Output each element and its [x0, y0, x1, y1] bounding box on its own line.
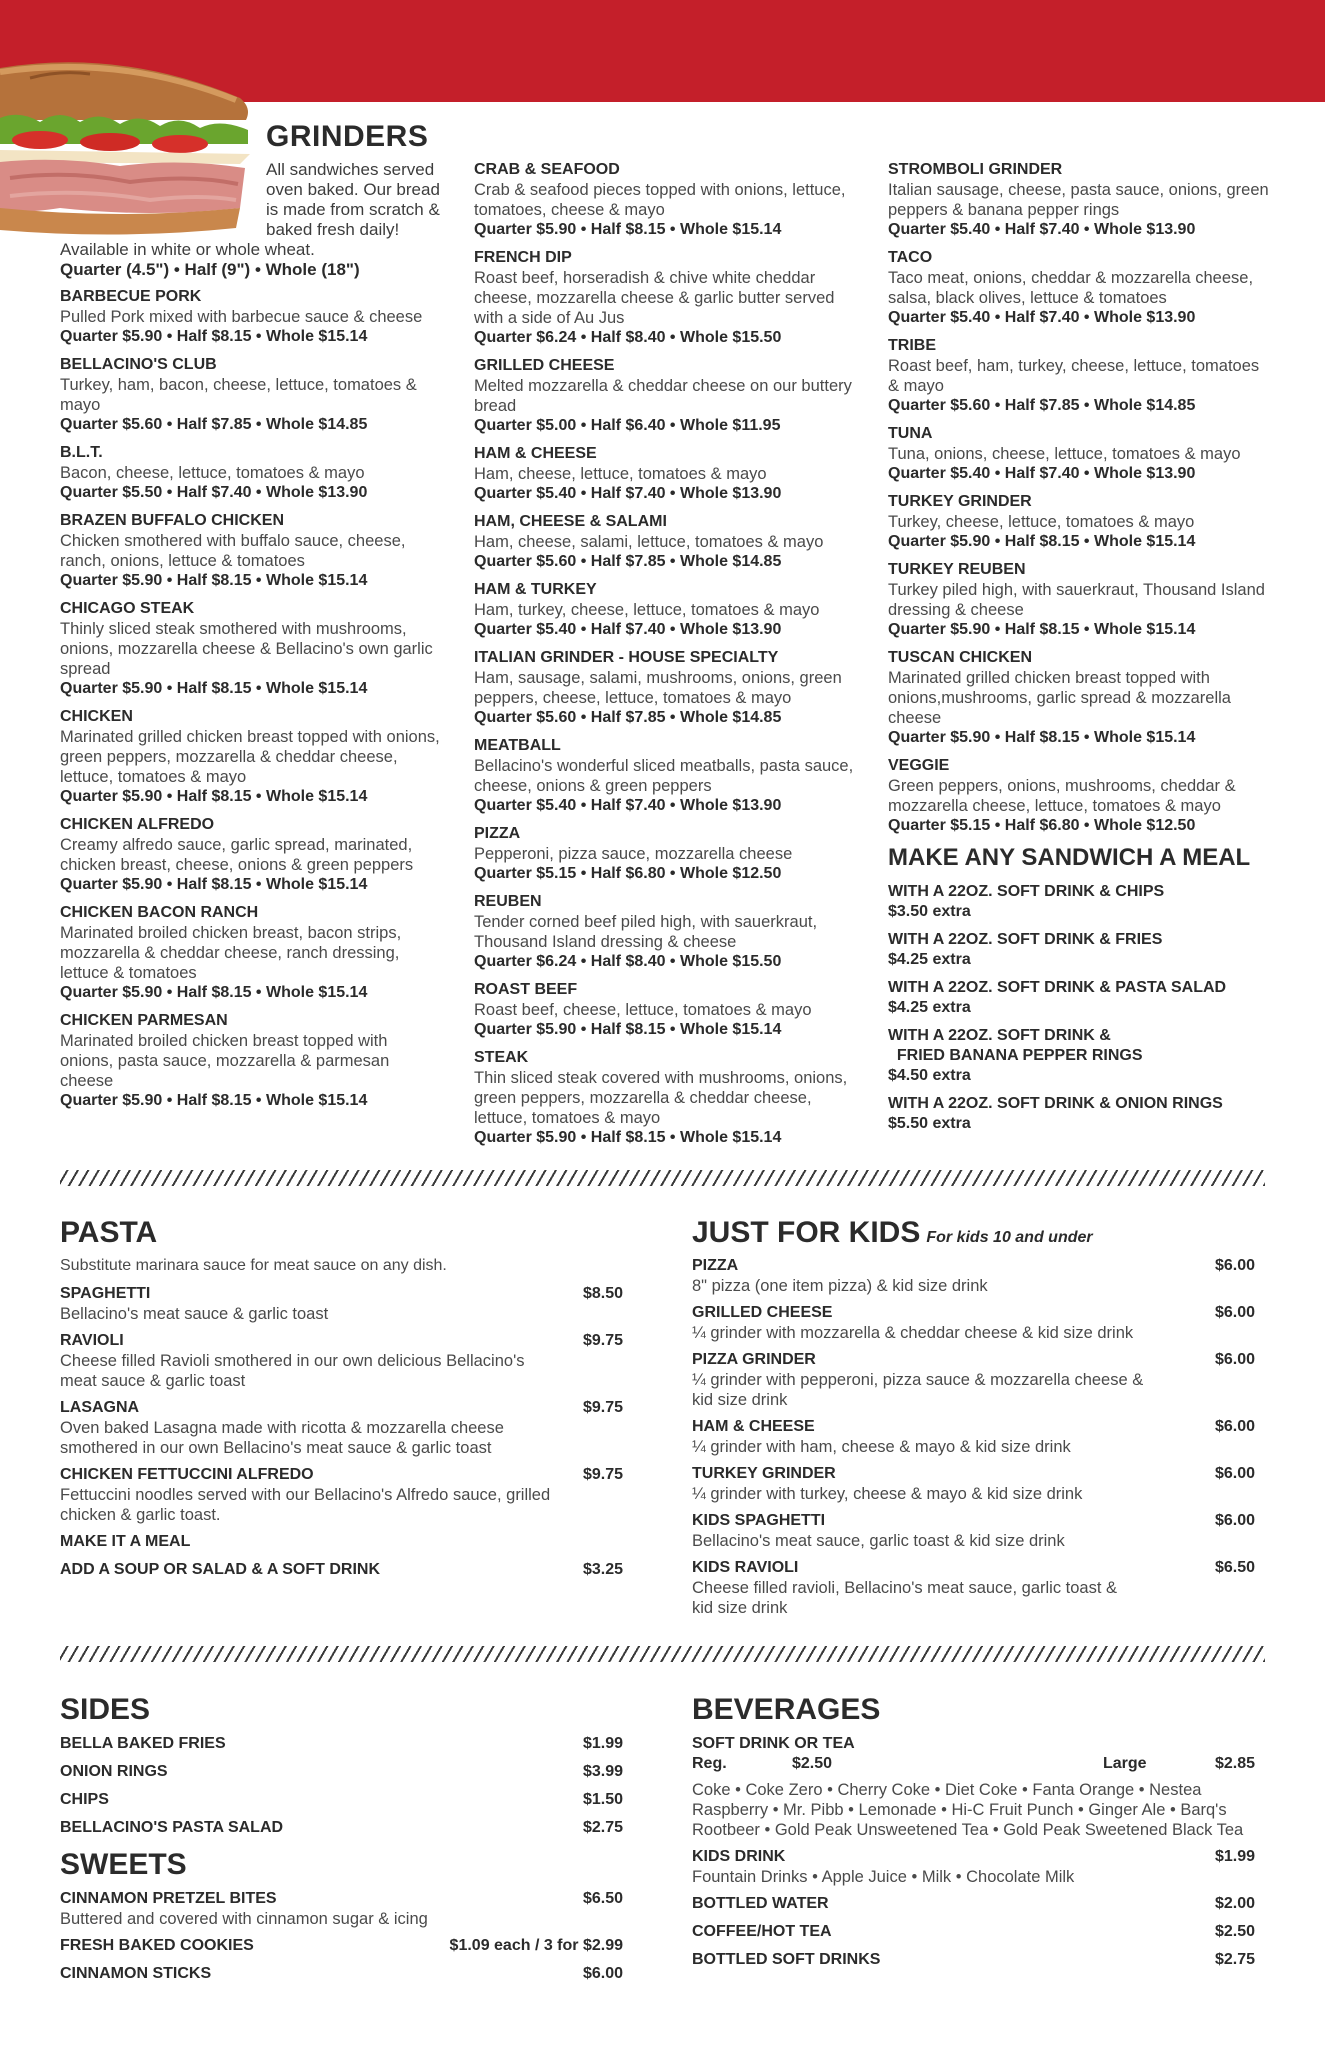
item-description: Roast beef, ham, turkey, cheese, lettuce, tomatoes & mayo [888, 357, 1260, 395]
item-name: KIDS RAVIOLI [692, 1559, 799, 1576]
item-description: Chicken smothered with buffalo sauce, cheese, ranch, onions, lettuce & tomatoes [60, 532, 406, 570]
item-name: TRIBE [888, 337, 936, 354]
menu-item [60, 599, 445, 699]
item-price: $6.50 [582, 1890, 623, 1907]
item-name: CRAB & SEAFOOD [474, 161, 620, 178]
item-price: $1.50 [582, 1791, 623, 1808]
meal-option [888, 978, 1273, 1018]
grinders-sizes: Quarter (4.5") • Half (9") • Whole (18") [60, 260, 360, 279]
item-name: FRESH BAKED COOKIES [60, 1937, 254, 1954]
pasta-addon [60, 1560, 623, 1580]
item-name: MEATBALL [474, 737, 561, 754]
item-description: ¼ grinder with mozzarella & cheddar cheese & kid size drink [692, 1324, 1134, 1342]
meal-option-price: $4.25 extra [888, 951, 971, 968]
meal-option-label: WITH A 22OZ. SOFT DRINK & FRIES [888, 931, 1163, 948]
item-price: Quarter $5.90 • Half $8.15 • Whole $15.14 [474, 1021, 782, 1038]
item-name: CHICKEN BACON RANCH [60, 904, 259, 921]
menu-item [888, 560, 1273, 640]
kids-title: JUST FOR KIDS [692, 1216, 921, 1249]
item-name: KIDS DRINK [692, 1848, 786, 1865]
grinders-intro [60, 160, 445, 280]
item-name: GRILLED CHEESE [474, 357, 615, 374]
meal-option [888, 1026, 1273, 1086]
item-price: Quarter $5.40 • Half $7.40 • Whole $13.90 [888, 221, 1196, 238]
item-description: Cheese filled ravioli, Bellacino's meat sauce, garlic toast & kid size drink [692, 1579, 1118, 1617]
item-price: $1.99 [582, 1735, 623, 1752]
item-name: HAM, CHEESE & SALAMI [474, 513, 667, 530]
menu-item [474, 248, 859, 348]
item-price: Quarter $6.24 • Half $8.40 • Whole $15.50 [474, 329, 782, 346]
addon-label: ADD A SOUP OR SALAD & A SOFT DRINK [60, 1561, 381, 1578]
item-price: Quarter $5.90 • Half $8.15 • Whole $15.14 [888, 621, 1196, 638]
item-name: LASAGNA [60, 1399, 140, 1416]
item-description: Turkey piled high, with sauerkraut, Thousand Island dressing & cheese [888, 581, 1265, 619]
menu-item [60, 1762, 623, 1782]
meal-title: MAKE ANY SANDWICH A MEAL [888, 844, 1251, 871]
item-description: Italian sausage, cheese, pasta sauce, onions, green peppers & banana pepper rings [888, 181, 1269, 219]
item-price: Quarter $5.90 • Half $8.15 • Whole $15.14 [60, 788, 368, 805]
item-name: SPAGHETTI [60, 1285, 151, 1302]
menu-item [474, 1048, 859, 1148]
menu-item [888, 248, 1273, 328]
item-price: Quarter $5.90 • Half $8.15 • Whole $15.14 [60, 984, 368, 1001]
item-name: GRILLED CHEESE [692, 1304, 833, 1321]
menu-item [474, 736, 859, 816]
menu-item [474, 648, 859, 728]
item-name: BELLACINO'S PASTA SALAD [60, 1819, 284, 1836]
menu-item [60, 1398, 623, 1458]
item-name: CINNAMON STICKS [60, 1965, 212, 1982]
item-price: $2.75 [1214, 1951, 1255, 1968]
item-description: Ham, cheese, salami, lettuce, tomatoes & mayo [474, 533, 824, 551]
item-price: Quarter $5.15 • Half $6.80 • Whole $12.50 [474, 865, 782, 882]
item-name: BOTTLED WATER [692, 1895, 829, 1912]
menu-item [60, 443, 445, 503]
kids-section-header [692, 1216, 1093, 1250]
menu-item [474, 160, 859, 240]
item-description: Buttered and covered with cinnamon sugar & icing [60, 1910, 428, 1928]
item-description: Tender corned beef piled high, with sauerkraut, Thousand Island dressing & cheese [474, 913, 818, 951]
soft-drink-flavors: Coke • Coke Zero • Cherry Coke • Diet Coke • Fanta Orange • Nestea Raspberry • Mr. Pibb • Lemonade • Hi-C Fruit Punch • Ginger Ale • Barq's Rootbeer • Gold Peak Unsweetened Tea • Gold Peak Sweetened Black Tea [692, 1781, 1244, 1839]
meal-option-price: $5.50 extra [888, 1115, 971, 1132]
item-description: Ham, sausage, salami, mushrooms, onions, green peppers, cheese, lettuce, tomatoes & mayo [474, 669, 842, 707]
item-price: $9.75 [582, 1332, 623, 1349]
item-price: Quarter $5.60 • Half $7.85 • Whole $14.85 [888, 397, 1196, 414]
menu-item [692, 1950, 1255, 1970]
item-price: Quarter $5.60 • Half $7.85 • Whole $14.85 [474, 709, 782, 726]
item-price: $6.00 [1214, 1351, 1255, 1368]
item-name: COFFEE/HOT TEA [692, 1923, 832, 1940]
menu-item [692, 1256, 1255, 1296]
item-name: TURKEY GRINDER [692, 1465, 836, 1482]
item-price: $6.00 [1214, 1512, 1255, 1529]
item-price: Quarter $5.60 • Half $7.85 • Whole $14.85 [60, 416, 368, 433]
menu-item [60, 1011, 445, 1111]
meal-option-label: WITH A 22OZ. SOFT DRINK & CHIPS [888, 883, 1165, 900]
make-meal-label: MAKE IT A MEAL [60, 1533, 191, 1550]
grinders-column-1 [60, 287, 445, 1119]
soft-drink-item [692, 1734, 1255, 1840]
item-price: Quarter $5.40 • Half $7.40 • Whole $13.90 [888, 309, 1196, 326]
beverages-list [692, 1734, 1255, 1978]
item-description: Oven baked Lasagna made with ricotta & mozzarella cheese smothered in our own Bellacino's meat sauce & garlic toast [60, 1419, 504, 1457]
item-name: BELLA BAKED FRIES [60, 1735, 226, 1752]
item-description: Tuna, onions, cheese, lettuce, tomatoes & mayo [888, 445, 1241, 463]
item-description: ¼ grinder with pepperoni, pizza sauce & mozzarella cheese & kid size drink [692, 1371, 1144, 1409]
item-name: STEAK [474, 1049, 529, 1066]
item-price: $2.00 [1214, 1895, 1255, 1912]
item-name: TUSCAN CHICKEN [888, 649, 1032, 666]
meal-option-label: WITH A 22OZ. SOFT DRINK & PASTA SALAD [888, 979, 1227, 996]
item-name: ITALIAN GRINDER - HOUSE SPECIALTY [474, 649, 779, 666]
item-price: Quarter $5.90 • Half $8.15 • Whole $15.14 [60, 680, 368, 697]
menu-item [692, 1303, 1255, 1343]
item-description: Marinated grilled chicken breast topped with onions,mushrooms, garlic spread & mozzarella cheese [888, 669, 1231, 727]
item-price: Quarter $5.40 • Half $7.40 • Whole $13.90 [474, 621, 782, 638]
meal-option-label: WITH A 22OZ. SOFT DRINK & ONION RINGS [888, 1095, 1223, 1112]
menu-item [60, 1284, 623, 1324]
meal-option-label: WITH A 22OZ. SOFT DRINK & FRIED BANANA PEPPER RINGS [888, 1027, 1143, 1064]
item-name: BARBECUE PORK [60, 288, 202, 305]
menu-item [474, 444, 859, 504]
menu-item [474, 512, 859, 572]
item-price: $8.50 [582, 1285, 623, 1302]
menu-item [888, 336, 1273, 416]
menu-item [60, 1964, 623, 1984]
meal-option-price: $4.50 extra [888, 1067, 971, 1084]
size-price: $2.50 [791, 1755, 832, 1772]
meal-option [888, 882, 1273, 922]
item-price: $1.99 [1214, 1848, 1255, 1865]
item-price: $6.00 [1214, 1418, 1255, 1435]
item-description: 8" pizza (one item pizza) & kid size drink [692, 1277, 988, 1295]
item-description: Ham, cheese, lettuce, tomatoes & mayo [474, 465, 767, 483]
item-price: Quarter $5.40 • Half $7.40 • Whole $13.90 [474, 797, 782, 814]
item-name: SOFT DRINK OR TEA [692, 1735, 855, 1752]
item-name: BOTTLED SOFT DRINKS [692, 1951, 881, 1968]
menu-item [60, 1790, 623, 1810]
kids-list [692, 1256, 1255, 1625]
item-name: KIDS SPAGHETTI [692, 1512, 826, 1529]
grinders-column-2 [474, 160, 859, 1156]
item-price: Quarter $5.90 • Half $8.15 • Whole $15.14 [888, 533, 1196, 550]
item-name: CHICAGO STEAK [60, 600, 195, 617]
item-name: PIZZA [692, 1257, 739, 1274]
menu-item [60, 1734, 623, 1754]
item-name: CHICKEN PARMESAN [60, 1012, 228, 1029]
item-price: $1.09 each / 3 for $2.99 [449, 1937, 623, 1954]
item-name: REUBEN [474, 893, 542, 910]
meal-option [888, 1094, 1273, 1134]
hatched-divider [60, 1170, 1265, 1186]
item-name: FRENCH DIP [474, 249, 572, 266]
menu-item [692, 1511, 1255, 1551]
item-description: Roast beef, horseradish & chive white cheddar cheese, mozzarella cheese & garlic butter served with a side of Au Jus [474, 269, 835, 327]
menu-item [60, 1889, 623, 1929]
item-name: TURKEY REUBEN [888, 561, 1026, 578]
item-description: Marinated grilled chicken breast topped with onions, green peppers, mozzarella & cheddar cheese, lettuce, tomatoes & mayo [60, 728, 440, 786]
menu-item [692, 1350, 1255, 1410]
menu-item [474, 892, 859, 972]
item-description: Pulled Pork mixed with barbecue sauce & cheese [60, 308, 423, 326]
pasta-title: PASTA [60, 1216, 158, 1249]
sides-list [60, 1734, 623, 1846]
pasta-list [60, 1284, 623, 1580]
menu-item [60, 1331, 623, 1391]
item-price: Quarter $5.40 • Half $7.40 • Whole $13.90 [474, 485, 782, 502]
item-price: Quarter $5.90 • Half $8.15 • Whole $15.14 [60, 1092, 368, 1109]
grinders-title: GRINDERS [266, 120, 429, 153]
item-price: $3.99 [582, 1763, 623, 1780]
item-description: Fountain Drinks • Apple Juice • Milk • Chocolate Milk [692, 1868, 1075, 1886]
grinders-intro-text: All sandwiches served oven baked. Our bread is made from scratch & baked fresh daily! Available in white or whole wheat. [60, 160, 440, 259]
sides-title: SIDES [60, 1693, 151, 1726]
item-description: Bellacino's meat sauce & garlic toast [60, 1305, 329, 1323]
item-description: Thin sliced steak covered with mushrooms, onions, green peppers, mozzarella & cheddar cheese, lettuce, tomatoes & mayo [474, 1069, 848, 1127]
menu-item [60, 707, 445, 807]
menu-item [60, 287, 445, 347]
item-price: Quarter $5.90 • Half $8.15 • Whole $15.14 [60, 572, 368, 589]
item-description: Bellacino's wonderful sliced meatballs, pasta sauce, cheese, onions & green peppers [474, 757, 854, 795]
item-name: TACO [888, 249, 933, 266]
item-name: VEGGIE [888, 757, 950, 774]
menu-item [888, 756, 1273, 836]
item-description: Turkey, ham, bacon, cheese, lettuce, tomatoes & mayo [60, 376, 417, 414]
item-price: $2.50 [1214, 1923, 1255, 1940]
item-price: Quarter $5.90 • Half $8.15 • Whole $15.14 [60, 876, 368, 893]
pasta-note: Substitute marinara sauce for meat sauce on any dish. [60, 1257, 447, 1274]
menu-item [474, 824, 859, 884]
meal-option-price: $3.50 extra [888, 903, 971, 920]
menu-item [692, 1417, 1255, 1457]
menu-item [888, 160, 1273, 240]
item-name: RAVIOLI [60, 1332, 124, 1349]
item-description: Marinated broiled chicken breast topped with onions, pasta sauce, mozzarella & parmesan cheese [60, 1032, 390, 1090]
kids-subtitle: For kids 10 and under [926, 1229, 1093, 1246]
size-label: Large [1103, 1755, 1147, 1772]
item-name: HAM & CHEESE [692, 1418, 815, 1435]
item-name: TUNA [888, 425, 933, 442]
make-meal-heading [60, 1532, 623, 1552]
menu-item [692, 1464, 1255, 1504]
menu-item [60, 1936, 623, 1956]
menu-item [692, 1894, 1255, 1914]
item-name: PIZZA GRINDER [692, 1351, 816, 1368]
item-price: $6.50 [1214, 1559, 1255, 1576]
meal-option-price: $4.25 extra [888, 999, 971, 1016]
item-price: Quarter $5.90 • Half $8.15 • Whole $15.14 [474, 221, 782, 238]
hatched-divider [60, 1646, 1265, 1662]
menu-item [692, 1847, 1255, 1887]
addon-price: $3.25 [582, 1561, 623, 1578]
menu-item [692, 1922, 1255, 1942]
item-price: Quarter $5.15 • Half $6.80 • Whole $12.50 [888, 817, 1196, 834]
item-name: CHICKEN FETTUCCINI ALFREDO [60, 1466, 314, 1483]
menu-item [888, 492, 1273, 552]
menu-item [60, 511, 445, 591]
item-name: TURKEY GRINDER [888, 493, 1032, 510]
item-name: ROAST BEEF [474, 981, 578, 998]
item-name: CHIPS [60, 1791, 109, 1808]
soft-drink-sizes [692, 1754, 1255, 1774]
item-price: $6.00 [1214, 1304, 1255, 1321]
item-name: BELLACINO'S CLUB [60, 356, 217, 373]
item-price: $6.00 [1214, 1465, 1255, 1482]
item-description: Roast beef, cheese, lettuce, tomatoes & mayo [474, 1001, 812, 1019]
item-description: Crab & seafood pieces topped with onions, lettuce, tomatoes, cheese & mayo [474, 181, 846, 219]
menu-item [60, 355, 445, 435]
item-price: $9.75 [582, 1466, 623, 1483]
item-price: Quarter $5.90 • Half $8.15 • Whole $15.14 [474, 1129, 782, 1146]
menu-item [60, 1465, 623, 1525]
item-description: Thinly sliced steak smothered with mushrooms, onions, mozzarella cheese & Bellacino's own garlic spread [60, 620, 433, 678]
menu-item [474, 356, 859, 436]
sweets-list [60, 1889, 623, 1992]
item-description: Bacon, cheese, lettuce, tomatoes & mayo [60, 464, 365, 482]
item-description: Bellacino's meat sauce, garlic toast & kid size drink [692, 1532, 1065, 1550]
item-price: Quarter $5.60 • Half $7.85 • Whole $14.85 [474, 553, 782, 570]
size-price: $2.85 [1214, 1755, 1255, 1772]
menu-item [60, 1818, 623, 1838]
beverages-title: BEVERAGES [692, 1693, 881, 1726]
item-price: $6.00 [582, 1965, 623, 1982]
item-description: ¼ grinder with turkey, cheese & mayo & kid size drink [692, 1485, 1083, 1503]
item-description: Turkey, cheese, lettuce, tomatoes & mayo [888, 513, 1195, 531]
menu-item [888, 648, 1273, 748]
item-description: Melted mozzarella & cheddar cheese on our buttery bread [474, 377, 852, 415]
item-price: Quarter $5.50 • Half $7.40 • Whole $13.90 [60, 484, 368, 501]
item-description: Fettuccini noodles served with our Bellacino's Alfredo sauce, grilled chicken & garlic toast. [60, 1486, 551, 1524]
item-name: ONION RINGS [60, 1763, 168, 1780]
item-price: Quarter $6.24 • Half $8.40 • Whole $15.50 [474, 953, 782, 970]
item-description: Ham, turkey, cheese, lettuce, tomatoes & mayo [474, 601, 820, 619]
item-description: Green peppers, onions, mushrooms, cheddar & mozzarella cheese, lettuce, tomatoes & mayo [888, 777, 1236, 815]
menu-item [692, 1558, 1255, 1618]
item-name: CHICKEN [60, 708, 133, 725]
item-price: Quarter $5.90 • Half $8.15 • Whole $15.14 [888, 729, 1196, 746]
item-name: CHICKEN ALFREDO [60, 816, 215, 833]
item-name: PIZZA [474, 825, 521, 842]
item-description: Pepperoni, pizza sauce, mozzarella cheese [474, 845, 793, 863]
item-price: $6.00 [1214, 1257, 1255, 1274]
item-name: HAM & TURKEY [474, 581, 597, 598]
item-description: Taco meat, onions, cheddar & mozzarella cheese, salsa, black olives, lettuce & tomatoes [888, 269, 1254, 307]
item-price: Quarter $5.90 • Half $8.15 • Whole $15.14 [60, 328, 368, 345]
item-price: $9.75 [582, 1399, 623, 1416]
item-name: HAM & CHEESE [474, 445, 597, 462]
item-description: ¼ grinder with ham, cheese & mayo & kid size drink [692, 1438, 1071, 1456]
item-name: B.L.T. [60, 444, 103, 461]
item-price: Quarter $5.40 • Half $7.40 • Whole $13.90 [888, 465, 1196, 482]
menu-item [60, 815, 445, 895]
item-description: Creamy alfredo sauce, garlic spread, marinated, chicken breast, cheese, onions & green peppers [60, 836, 414, 874]
item-description: Marinated broiled chicken breast, bacon strips, mozzarella & cheddar cheese, ranch dressing, lettuce & tomatoes [60, 924, 402, 982]
item-price: $2.75 [582, 1819, 623, 1836]
menu-item [474, 580, 859, 640]
item-name: STROMBOLI GRINDER [888, 161, 1063, 178]
menu-item [888, 424, 1273, 484]
menu-item [474, 980, 859, 1040]
meal-option [888, 930, 1273, 970]
menu-item [60, 903, 445, 1003]
item-price: Quarter $5.00 • Half $6.40 • Whole $11.95 [474, 417, 781, 434]
item-name: BRAZEN BUFFALO CHICKEN [60, 512, 284, 529]
item-description: Cheese filled Ravioli smothered in our own delicious Bellacino's meat sauce & garlic toast [60, 1352, 525, 1390]
item-name: CINNAMON PRETZEL BITES [60, 1890, 277, 1907]
grinders-column-3 [888, 160, 1273, 1142]
sweets-title: SWEETS [60, 1848, 187, 1881]
size-label: Reg. [692, 1755, 727, 1772]
